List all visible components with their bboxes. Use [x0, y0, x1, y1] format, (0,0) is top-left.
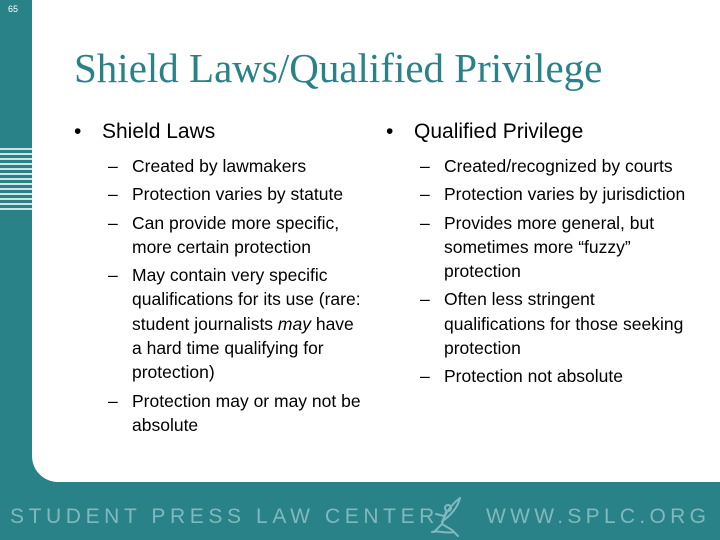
right-heading [386, 118, 686, 146]
dash: – [420, 184, 430, 205]
list-item-text: Created/recognized by courts [444, 156, 673, 176]
list-item-text: Protection varies by jurisdiction [444, 184, 686, 205]
emphasis: may [277, 313, 311, 334]
dash: – [108, 265, 118, 286]
dash: – [420, 366, 430, 387]
list-item-text-before: May contain very specific qualifications for its use (rare: student journalists [132, 265, 361, 334]
list-item [74, 211, 364, 260]
list-item-text: Provides more general, but sometimes more “fuzzy” protection [444, 212, 655, 282]
list-item-text: Protection may or may not be absolute [132, 390, 361, 435]
list-item [386, 182, 686, 206]
list-item-text-after: have a hard time qualifying for protection) [132, 313, 354, 383]
dash: – [420, 212, 430, 233]
list-item [74, 182, 364, 206]
list-item [386, 154, 686, 178]
list-item-text: Protection not absolute [444, 366, 624, 387]
left-heading-text: Shield Laws [102, 120, 216, 143]
right-heading-text: Qualified Privilege [414, 120, 584, 143]
list-item [386, 211, 686, 284]
left-band [0, 0, 32, 540]
right-sub-list [386, 154, 686, 389]
list-item-text: Can provide more specific, more certain protection [132, 212, 340, 257]
dash: – [108, 156, 118, 176]
dash: – [420, 156, 430, 176]
dash: – [108, 212, 118, 233]
list-item [386, 364, 686, 388]
slide-number: 65 [8, 4, 19, 14]
list-item [74, 154, 364, 178]
left-heading [74, 118, 364, 146]
footer-org-name: STUDENT PRESS LAW CENTER [10, 505, 439, 528]
slide-title: Shield Laws/Qualified Privilege [74, 45, 603, 91]
list-item [74, 263, 364, 384]
dash: – [420, 289, 430, 310]
footer-website: WWW.SPLC.ORG [486, 505, 711, 528]
footer [0, 500, 720, 536]
decorative-stripes [0, 145, 32, 213]
dash: – [108, 390, 118, 411]
list-item [74, 389, 364, 438]
list-item-text: Often less stringent qualifications for those seeking protection [444, 289, 684, 359]
list-item-text: Created by lawmakers [132, 156, 307, 176]
bullet-dot: • [386, 120, 394, 143]
left-column [74, 118, 364, 441]
right-column [386, 118, 686, 393]
bullet-dot: • [74, 120, 82, 143]
quill-figure-icon [424, 494, 472, 538]
dash: – [108, 184, 118, 205]
list-item [386, 287, 686, 360]
list-item-text: Protection varies by statute [132, 184, 344, 205]
left-sub-list [74, 154, 364, 437]
